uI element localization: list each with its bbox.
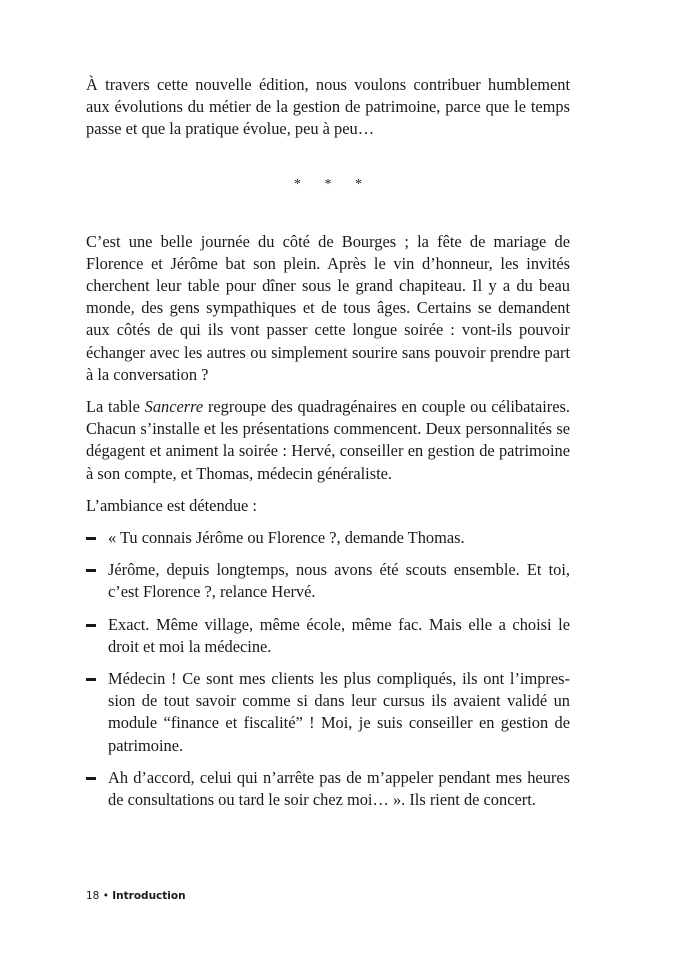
- footer-bullet: •: [102, 890, 109, 902]
- dialog-text: Exact. Même village, même école, même fac. Mais elle a choisi le droit et moi la médecine.: [108, 614, 570, 656]
- paragraph-2-italic: Sancerre: [144, 397, 204, 417]
- dash-bullet-icon: [86, 537, 96, 540]
- dialog-item: [86, 559, 570, 603]
- page-body: [86, 74, 570, 821]
- dialog-text: Ah d’accord, celui qui n’arrête pas de m’appeler pendant mes heures de consultations ou tard le soir chez moi… ». Ils rient de concert.: [108, 767, 570, 810]
- dash-bullet-icon: [86, 678, 96, 681]
- dialog-text: « Tu connais Jérôme ou Florence ?, demande Thomas.: [108, 528, 465, 548]
- dash-bullet-icon: [86, 777, 96, 780]
- dash-bullet-icon: [86, 624, 96, 627]
- paragraph-2: [86, 396, 570, 485]
- footer-section-title: Introduction: [112, 890, 186, 902]
- paragraph-3: L’ambiance est détendue :: [86, 495, 257, 515]
- dialog-item: [86, 668, 570, 757]
- dialog-list: [86, 527, 570, 811]
- page-footer: [86, 890, 186, 902]
- intro-paragraph: À travers cette nouvelle édition, nous voulons contribuer humblement aux évolutions du métier de la gestion de patrimoine, parce que le temps passe et que la pratique évolue, peu à peu…: [86, 75, 570, 139]
- section-separator: * * *: [294, 176, 372, 192]
- paragraph-1: C’est une belle journée du côté de Bourges ; la fête de mariage de Florence et Jérôme bat son plein. Après le vin d’honneur, les invités cherchent leur table pour dîner sous le grand chapiteau. Il y a du beau monde, des gens sympathiques et de tous âges. Certains se demandent aux côtés de qui ils vont passer cette longue soirée : vont-ils pouvoir échanger avec les autres ou simplement sourire sans pouvoir prendre part à la conversation ?: [86, 231, 570, 384]
- page-number: 18: [86, 890, 100, 902]
- dialog-text: Médecin ! Ce sont mes clients les plus compliqués, ils ont l’impression de tout savoir comme si dans leur cursus ils avaient validé un module “finance et fiscalité” ! Moi, je suis conseiller en gestion de patrimoine.: [108, 669, 570, 755]
- dialog-item: [86, 767, 570, 811]
- dash-bullet-icon: [86, 569, 96, 572]
- dialog-text: Jérôme, depuis longtemps, nous avons été scouts ensemble. Et toi, c’est Florence ?, relance Hervé.: [108, 560, 570, 602]
- paragraph-2-before: La table: [86, 397, 145, 417]
- paragraph-2-after: regroupe des quadragénaires en couple ou célibataires. Chacun s’installe et les présentations commencent. Deux personnalités se dégagent et animent la soirée : Hervé, conseiller en gestion de patrimoine à son compte, et Thomas, médecin généraliste.: [86, 397, 570, 483]
- dialog-item: [86, 614, 570, 658]
- dialog-item: [86, 527, 570, 549]
